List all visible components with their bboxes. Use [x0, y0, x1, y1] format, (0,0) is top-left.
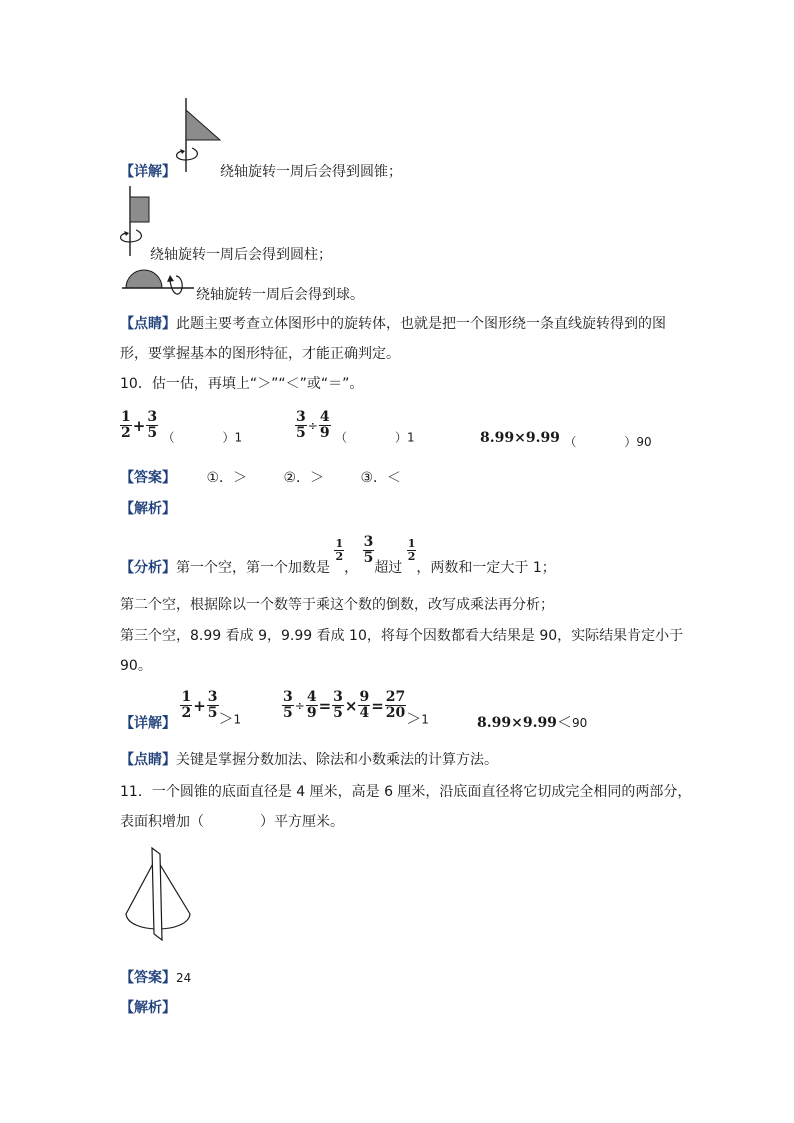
frac-num: 3 — [283, 689, 293, 705]
frac-num: 3 — [147, 409, 158, 425]
detail-tag: 【详解】 — [120, 164, 176, 180]
fenxi-line2: 第二个空，根据除以一个数等于乘这个数的倒数，改写成乘法再分析； — [120, 597, 554, 613]
answer-blank[interactable]: （ ） — [162, 430, 235, 445]
fenxi-tag: 【分析】 — [120, 560, 176, 576]
operator: ÷ — [294, 698, 305, 713]
frac-den: 5 — [283, 705, 293, 721]
frac-den: 5 — [207, 705, 218, 721]
analysis-tag: 【解析】 — [120, 1000, 176, 1016]
semicircle-rotation-figure — [120, 268, 196, 300]
answer-tag: 【答案】 — [120, 470, 176, 486]
answer-blank[interactable]: （ ） — [335, 430, 408, 445]
operator: = — [371, 696, 384, 715]
dianjing-paragraph — [120, 313, 666, 333]
fraction — [120, 410, 132, 441]
analysis-tag: 【解析】 — [120, 501, 176, 517]
fraction — [334, 538, 344, 563]
frac-num: 1 — [181, 689, 192, 705]
frac-den: 5 — [296, 425, 306, 441]
xiangjie-expr3 — [477, 711, 587, 732]
dianjing-tag: 【点睛】 — [120, 316, 176, 332]
fraction — [282, 690, 294, 721]
frac-den: 2 — [407, 550, 416, 563]
operator: = — [318, 696, 332, 715]
fraction — [319, 410, 331, 441]
triangle-rotation-figure — [170, 96, 226, 176]
detail-line-cone: 绕轴旋转一周后会得到圆锥； — [220, 164, 402, 180]
fenxi-line3-cont: 90。 — [120, 658, 152, 674]
dianjing-text: 此题主要考查立体图形中的旋转体，也就是把一个图形绕一条直线旋转得到的图 — [176, 316, 666, 332]
fenxi-line3: 第三个空，8.99 看成 9，9.99 看成 10，将每个因数都看大结果是 90，实际结果肯定小于 — [120, 628, 684, 644]
comparison: ＞ — [218, 709, 234, 728]
detail-line-cylinder: 绕轴旋转一周后会得到圆柱； — [150, 247, 332, 263]
frac-num: 3 — [296, 409, 306, 425]
fraction — [385, 690, 406, 721]
dianjing2-paragraph — [120, 749, 498, 769]
frac-den: 5 — [363, 550, 374, 566]
frac-num: 1 — [407, 537, 416, 550]
frac-num: 27 — [385, 689, 406, 705]
frac-num: 4 — [319, 409, 330, 425]
frac-num: 4 — [306, 689, 317, 705]
answer-2: ②．＞ — [283, 470, 325, 486]
fraction — [358, 690, 370, 721]
frac-den: 9 — [306, 705, 317, 721]
frac-num: 1 — [335, 537, 344, 550]
frac-num: 3 — [207, 689, 218, 705]
operator: ÷ — [307, 418, 318, 433]
fenxi-comma: ， — [344, 560, 359, 576]
frac-den: 9 — [319, 425, 330, 441]
frac-den: 5 — [147, 425, 158, 441]
fraction — [180, 690, 192, 721]
compare-value: 1 — [234, 430, 243, 445]
fraction — [407, 538, 417, 563]
fraction — [295, 410, 307, 441]
operator: + — [132, 416, 146, 435]
frac-den: 2 — [121, 425, 131, 441]
answer-3: ③．＜ — [360, 470, 402, 486]
dianjing-text: 关键是掌握分数加法、除法和小数乘法的计算方法。 — [176, 752, 498, 768]
answer-blank[interactable]: （ ） — [564, 435, 637, 449]
fenxi-text: 超过 — [374, 560, 403, 576]
compare-value: 90 — [571, 716, 588, 730]
q11-stem-cont: 表面积增加（ ）平方厘米。 — [120, 814, 344, 830]
compare-value: 90 — [636, 435, 652, 449]
frac-num: 9 — [359, 689, 370, 705]
frac-num: 3 — [363, 534, 374, 550]
fraction — [306, 690, 318, 721]
q10-expr1 — [120, 410, 242, 446]
q10-expr3 — [480, 430, 652, 450]
dianjing-tag: 【点睛】 — [120, 752, 176, 768]
frac-den: 5 — [333, 705, 343, 721]
xiangjie-expr2 — [282, 690, 429, 729]
detail-line-sphere: 绕轴旋转一周后会得到球。 — [196, 287, 364, 303]
q10-answer-line — [120, 467, 401, 487]
dianjing-text-cont: 形，要掌握基本的图形特征，才能正确判定。 — [120, 346, 400, 362]
frac-num: 3 — [333, 689, 343, 705]
answer-tag: 【答案】 — [120, 970, 176, 986]
q11-stem: 11．一个圆锥的底面直径是 4 厘米，高是 6 厘米，沿底面直径将它切成完全相同的两部分， — [120, 784, 692, 800]
fraction — [332, 690, 344, 721]
q11-answer-line — [120, 967, 191, 987]
fraction — [207, 690, 219, 721]
cut-cone-figure — [118, 842, 202, 944]
comparison: ＜ — [556, 713, 572, 731]
operator: × — [344, 696, 358, 715]
fraction — [146, 410, 158, 441]
q10-stem: 10．估一估，再填上“＞”“＜”或“＝”。 — [120, 376, 364, 392]
q10-expr2 — [295, 410, 415, 446]
compare-value: 1 — [233, 712, 242, 727]
compare-value: 1 — [407, 430, 415, 445]
fenxi-text: ，两数和一定大于 1； — [416, 560, 556, 576]
frac-num: 1 — [121, 409, 131, 425]
frac-den: 2 — [181, 705, 192, 721]
operator: + — [193, 696, 206, 715]
decimal-product: 8.99×9.99 — [480, 430, 560, 446]
fenxi-line1 — [120, 535, 556, 577]
decimal-product: 8.99×9.99 — [477, 715, 557, 731]
frac-den: 2 — [335, 550, 344, 563]
answer-1: ①．＞ — [206, 470, 248, 486]
frac-den: 4 — [359, 705, 370, 721]
frac-den: 20 — [385, 705, 406, 721]
fenxi-text: 第一个空，第一个加数是 — [176, 560, 330, 576]
xiangjie-line — [120, 690, 241, 733]
comparison: ＞ — [406, 709, 422, 728]
xiangjie-tag: 【详解】 — [120, 715, 176, 732]
compare-value: 1 — [421, 712, 429, 727]
answer-value: 24 — [176, 971, 192, 985]
fraction — [363, 535, 375, 566]
